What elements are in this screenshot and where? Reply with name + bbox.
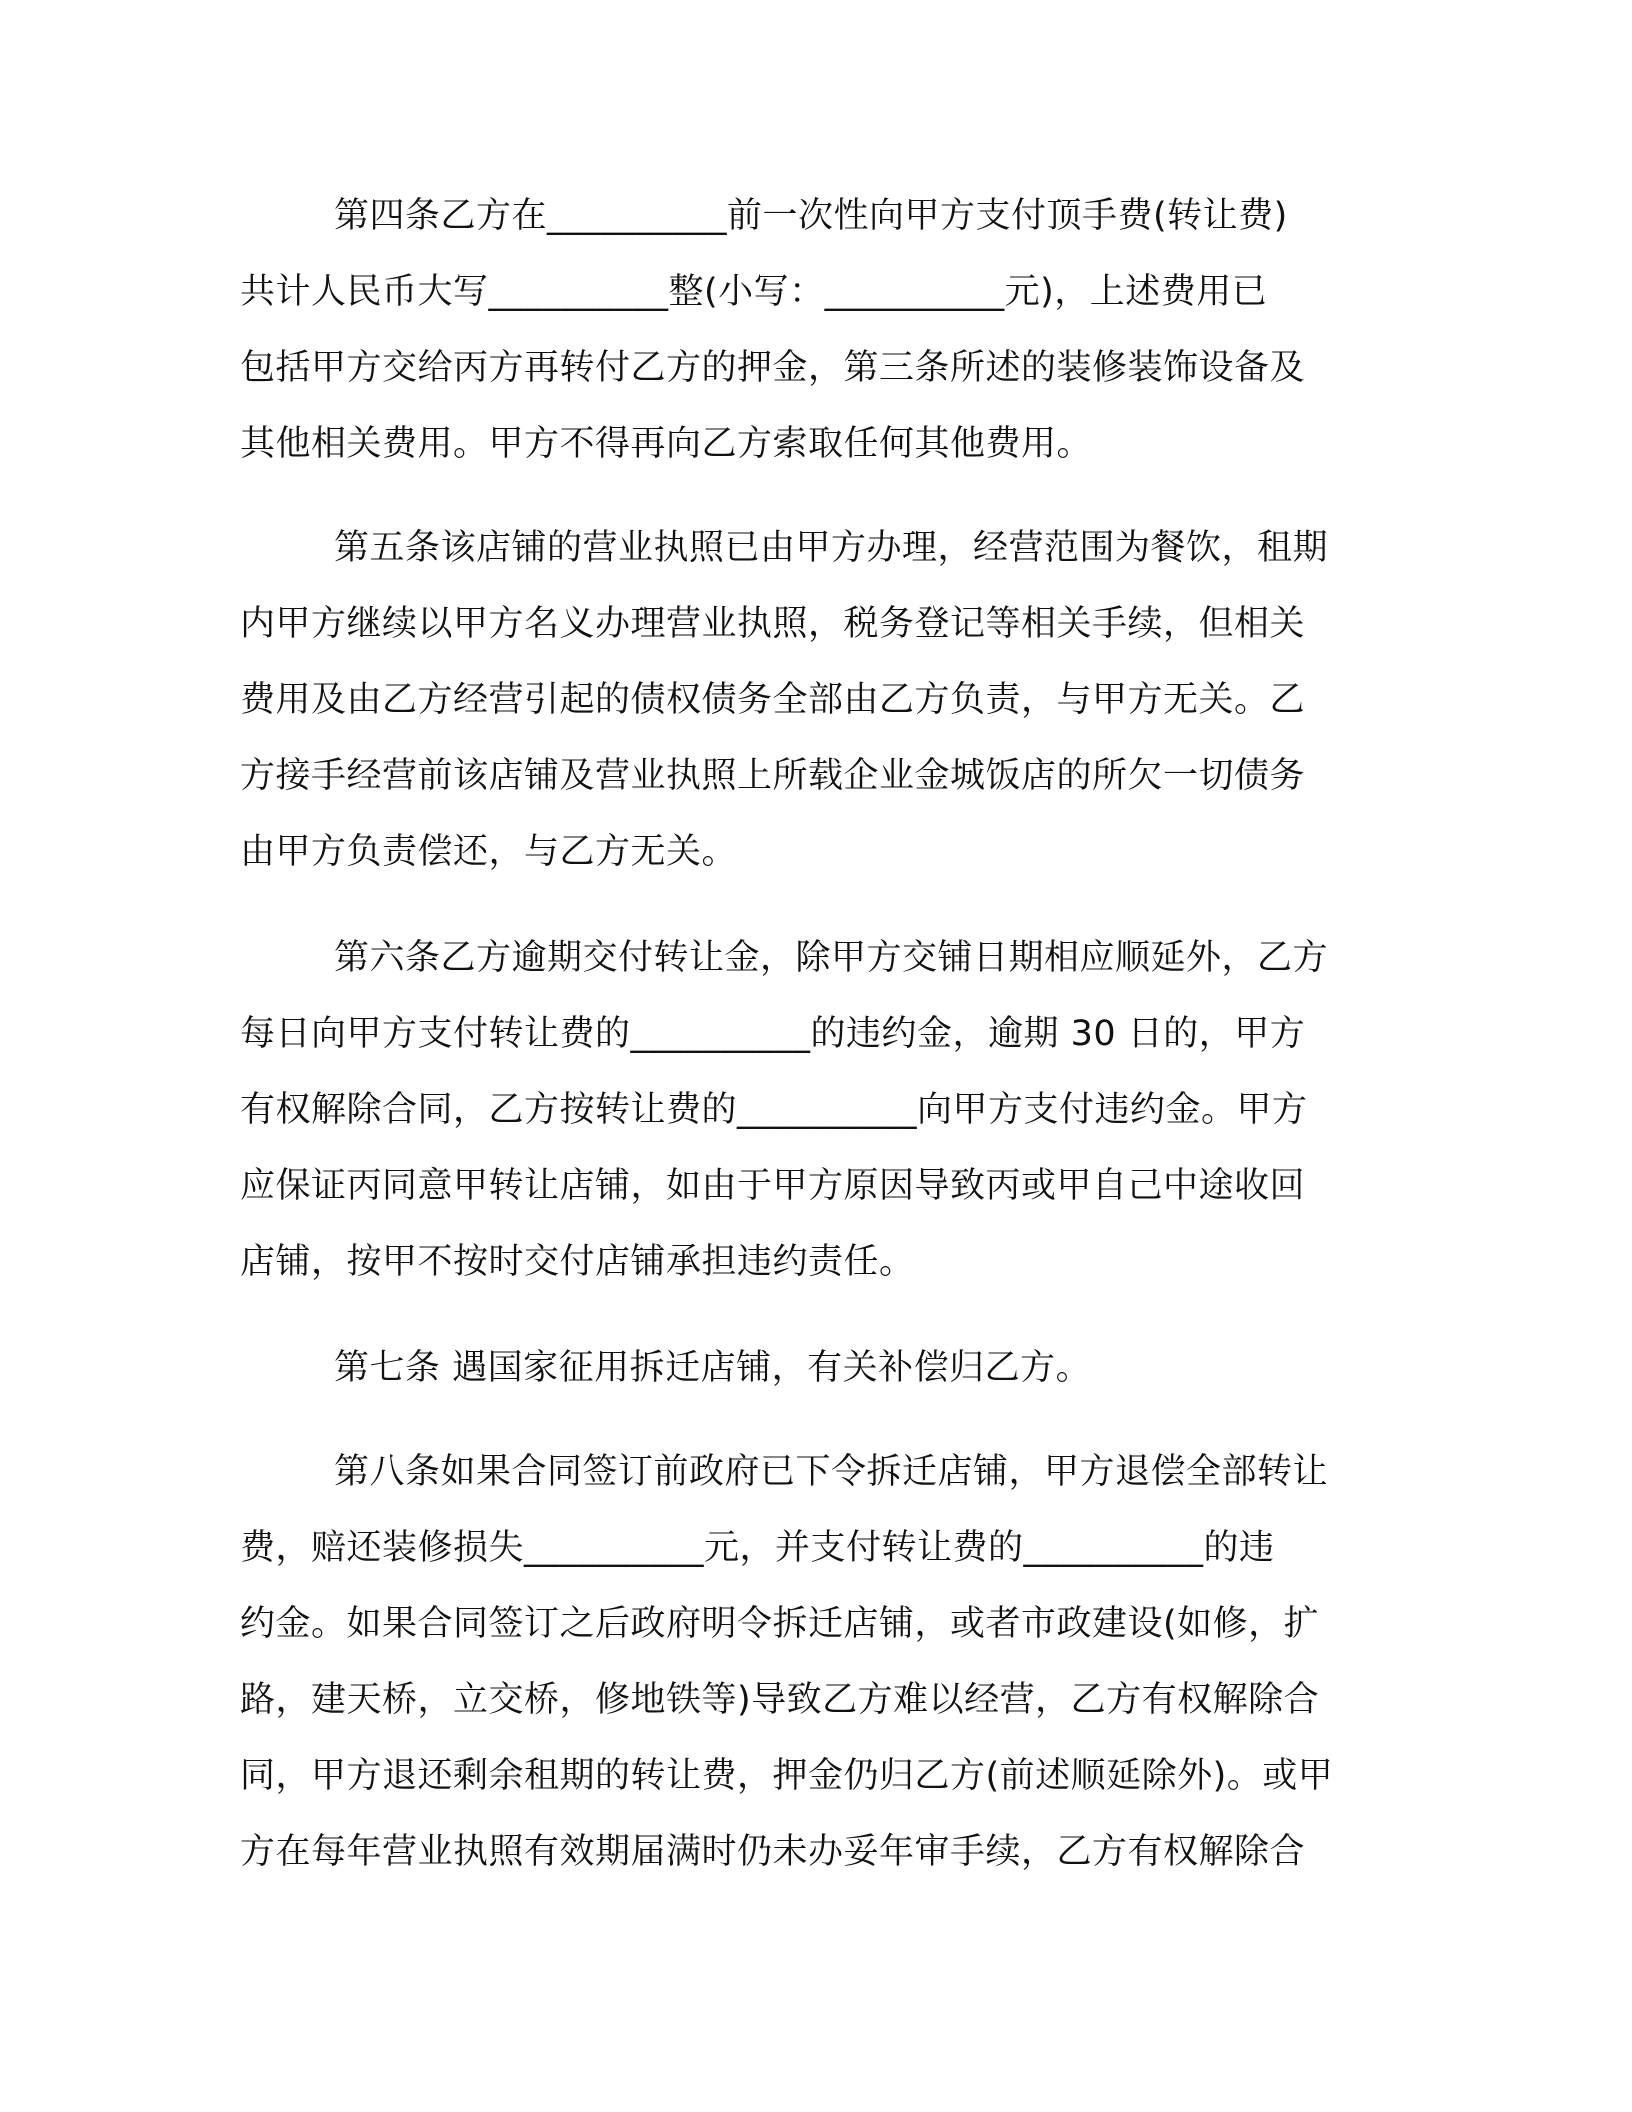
article-5-line-3: 费用及由乙方经营引起的债权债务全部由乙方负责，与甲方无关。乙 <box>240 680 1306 720</box>
article-8-line-5: 同，甲方退还剩余租期的转让费，押金仍归乙方(前述顺延除外)。或甲 <box>240 1756 1334 1796</box>
article-5-line-2: 内甲方继续以甲方名义办理营业执照，税务登记等相关手续，但相关 <box>240 604 1306 644</box>
article-4-line-2: 共计人民币大写__________整(小写：__________元)，上述费用已 <box>240 272 1268 312</box>
article-6-line-2: 每日向甲方支付转让费的__________的违约金，逾期 30 日的，甲方 <box>240 1014 1306 1054</box>
article-6-line-4: 应保证丙同意甲转让店铺，如由于甲方原因导致丙或甲自己中途收回 <box>240 1166 1306 1206</box>
article-6-line-3: 有权解除合同，乙方按转让费的__________向甲方支付违约金。甲方 <box>240 1090 1308 1130</box>
article-8-line-2: 费，赔还装修损失__________元，并支付转让费的__________的违 <box>240 1528 1275 1568</box>
article-8-line-3: 约金。如果合同签订之后政府明令拆迁店铺，或者市政建设(如修，扩 <box>240 1604 1320 1644</box>
article-6-line-5: 店铺，按甲不按时交付店铺承担违约责任。 <box>240 1242 915 1282</box>
article-8-line-4: 路，建天桥，立交桥，修地铁等)导致乙方难以经营，乙方有权解除合 <box>240 1680 1320 1720</box>
article-4-line-4: 其他相关费用。甲方不得再向乙方索取任何其他费用。 <box>240 424 1093 464</box>
article-5-line-1: 第五条该店铺的营业执照已由甲方办理，经营范围为餐饮，租期 <box>334 528 1329 568</box>
article-5-line-4: 方接手经营前该店铺及营业执照上所载企业金城饭店的所欠一切债务 <box>240 756 1306 796</box>
article-8-line-1: 第八条如果合同签订前政府已下令拆迁店铺，甲方退偿全部转让 <box>334 1452 1329 1492</box>
article-4-line-3: 包括甲方交给丙方再转付乙方的押金，第三条所述的装修装饰设备及 <box>240 348 1306 388</box>
article-5-line-5: 由甲方负责偿还，与乙方无关。 <box>240 832 738 872</box>
article-4-line-1: 第四条乙方在__________前一次性向甲方支付顶手费(转让费) <box>334 196 1288 236</box>
article-8-line-6: 方在每年营业执照有效期届满时仍未办妥年审手续，乙方有权解除合 <box>240 1832 1306 1872</box>
article-6-line-1: 第六条乙方逾期交付转让金，除甲方交铺日期相应顺延外，乙方 <box>334 938 1329 978</box>
article-7-line-1: 第七条 遇国家征用拆迁店铺，有关补偿归乙方。 <box>334 1348 1092 1388</box>
